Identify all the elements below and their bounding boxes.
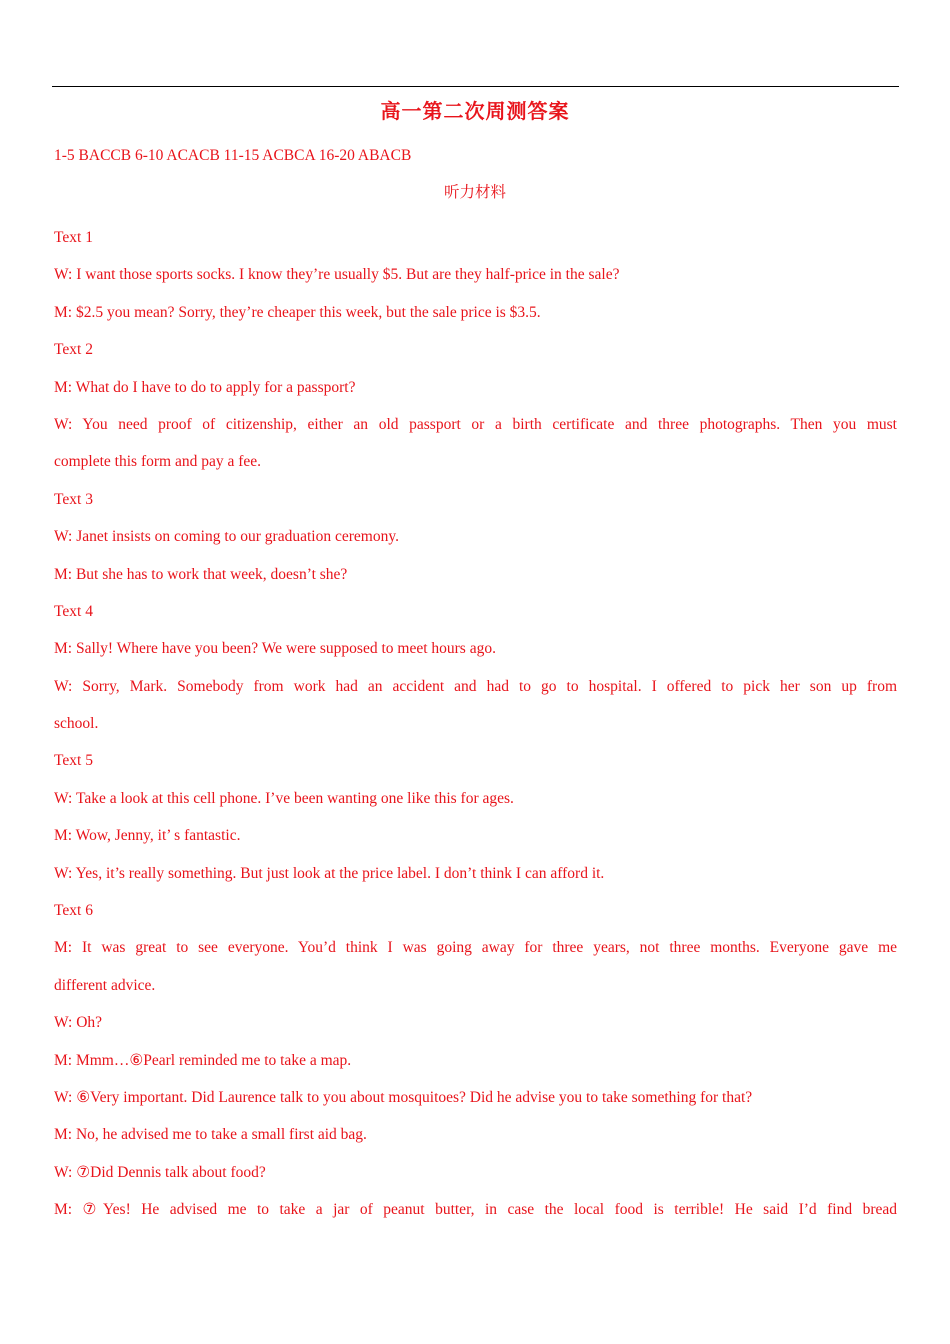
answer-key: 1-5 BACCB 6-10 ACACB 11-15 ACBCA 16-20 ABACB	[54, 147, 412, 164]
dialogue-line: W: ⑦Did Dennis talk about food?	[54, 1163, 266, 1181]
dialogue-line: W: ⑥Very important. Did Laurence talk to you about mosquitoes? Did he advise you to take something for that?	[54, 1088, 753, 1106]
dialogue-line-continued: complete this form and pay a fee.	[54, 453, 262, 471]
dialogue-line: W: Yes, it’s really something. But just look at the price label. I don’t think I can afford it.	[54, 864, 605, 882]
dialogue-line: M: But she has to work that week, doesn’t she?	[54, 565, 348, 583]
dialogue-line: M: Mmm…⑥Pearl reminded me to take a map.	[54, 1051, 352, 1069]
section-title: 听力材料	[443, 184, 506, 201]
text-heading: Text 3	[54, 490, 93, 508]
dialogue-line-continued: school.	[54, 715, 99, 733]
page-title: 高一第二次周测答案	[380, 101, 570, 123]
dialogue-line: W: Janet insists on coming to our graduation ceremony.	[54, 528, 399, 546]
dialogue-line: W: Take a look at this cell phone. I’ve been wanting one like this for ages.	[54, 789, 514, 807]
dialogue-line: M: No, he advised me to take a small first aid bag.	[54, 1126, 367, 1144]
header-rule	[52, 86, 899, 87]
text-heading: Text 2	[54, 341, 93, 359]
dialogue-line: M: It was great to see everyone. You’d think I was going away for three years, not three months. Everyone gave me	[54, 939, 897, 957]
text-heading: Text 5	[54, 752, 93, 770]
dialogue-line: M: $2.5 you mean? Sorry, they’re cheaper this week, but the sale price is $3.5.	[54, 303, 541, 321]
dialogue-line: W: Oh?	[54, 1014, 103, 1032]
dialogue-line: M: ⑦Yes! He advised me to take a jar of peanut butter, in case the local food is terrible! He said I’d find bread	[54, 1201, 897, 1219]
text-heading: Text 1	[54, 229, 93, 246]
dialogue-line: M: Sally! Where have you been? We were supposed to meet hours ago.	[54, 640, 496, 658]
dialogue-line: M: What do I have to do to apply for a passport?	[54, 378, 356, 396]
dialogue-line: W: I want those sports socks. I know they’re usually $5. But are they half-price in the sale?	[54, 266, 620, 284]
text-heading: Text 6	[54, 902, 93, 920]
dialogue-line: W: You need proof of citizenship, either an old passport or a birth certificate and three photographs. Then you must	[54, 415, 897, 433]
dialogue-line: W: Sorry, Mark. Somebody from work had an accident and had to go to hospital. I offered to pick her son up from	[54, 677, 897, 695]
dialogue-line-continued: different advice.	[54, 976, 156, 994]
dialogue-line: M: Wow, Jenny, it’ s fantastic.	[54, 827, 241, 845]
text-heading: Text 4	[54, 602, 93, 620]
transcript-body	[54, 219, 897, 1229]
